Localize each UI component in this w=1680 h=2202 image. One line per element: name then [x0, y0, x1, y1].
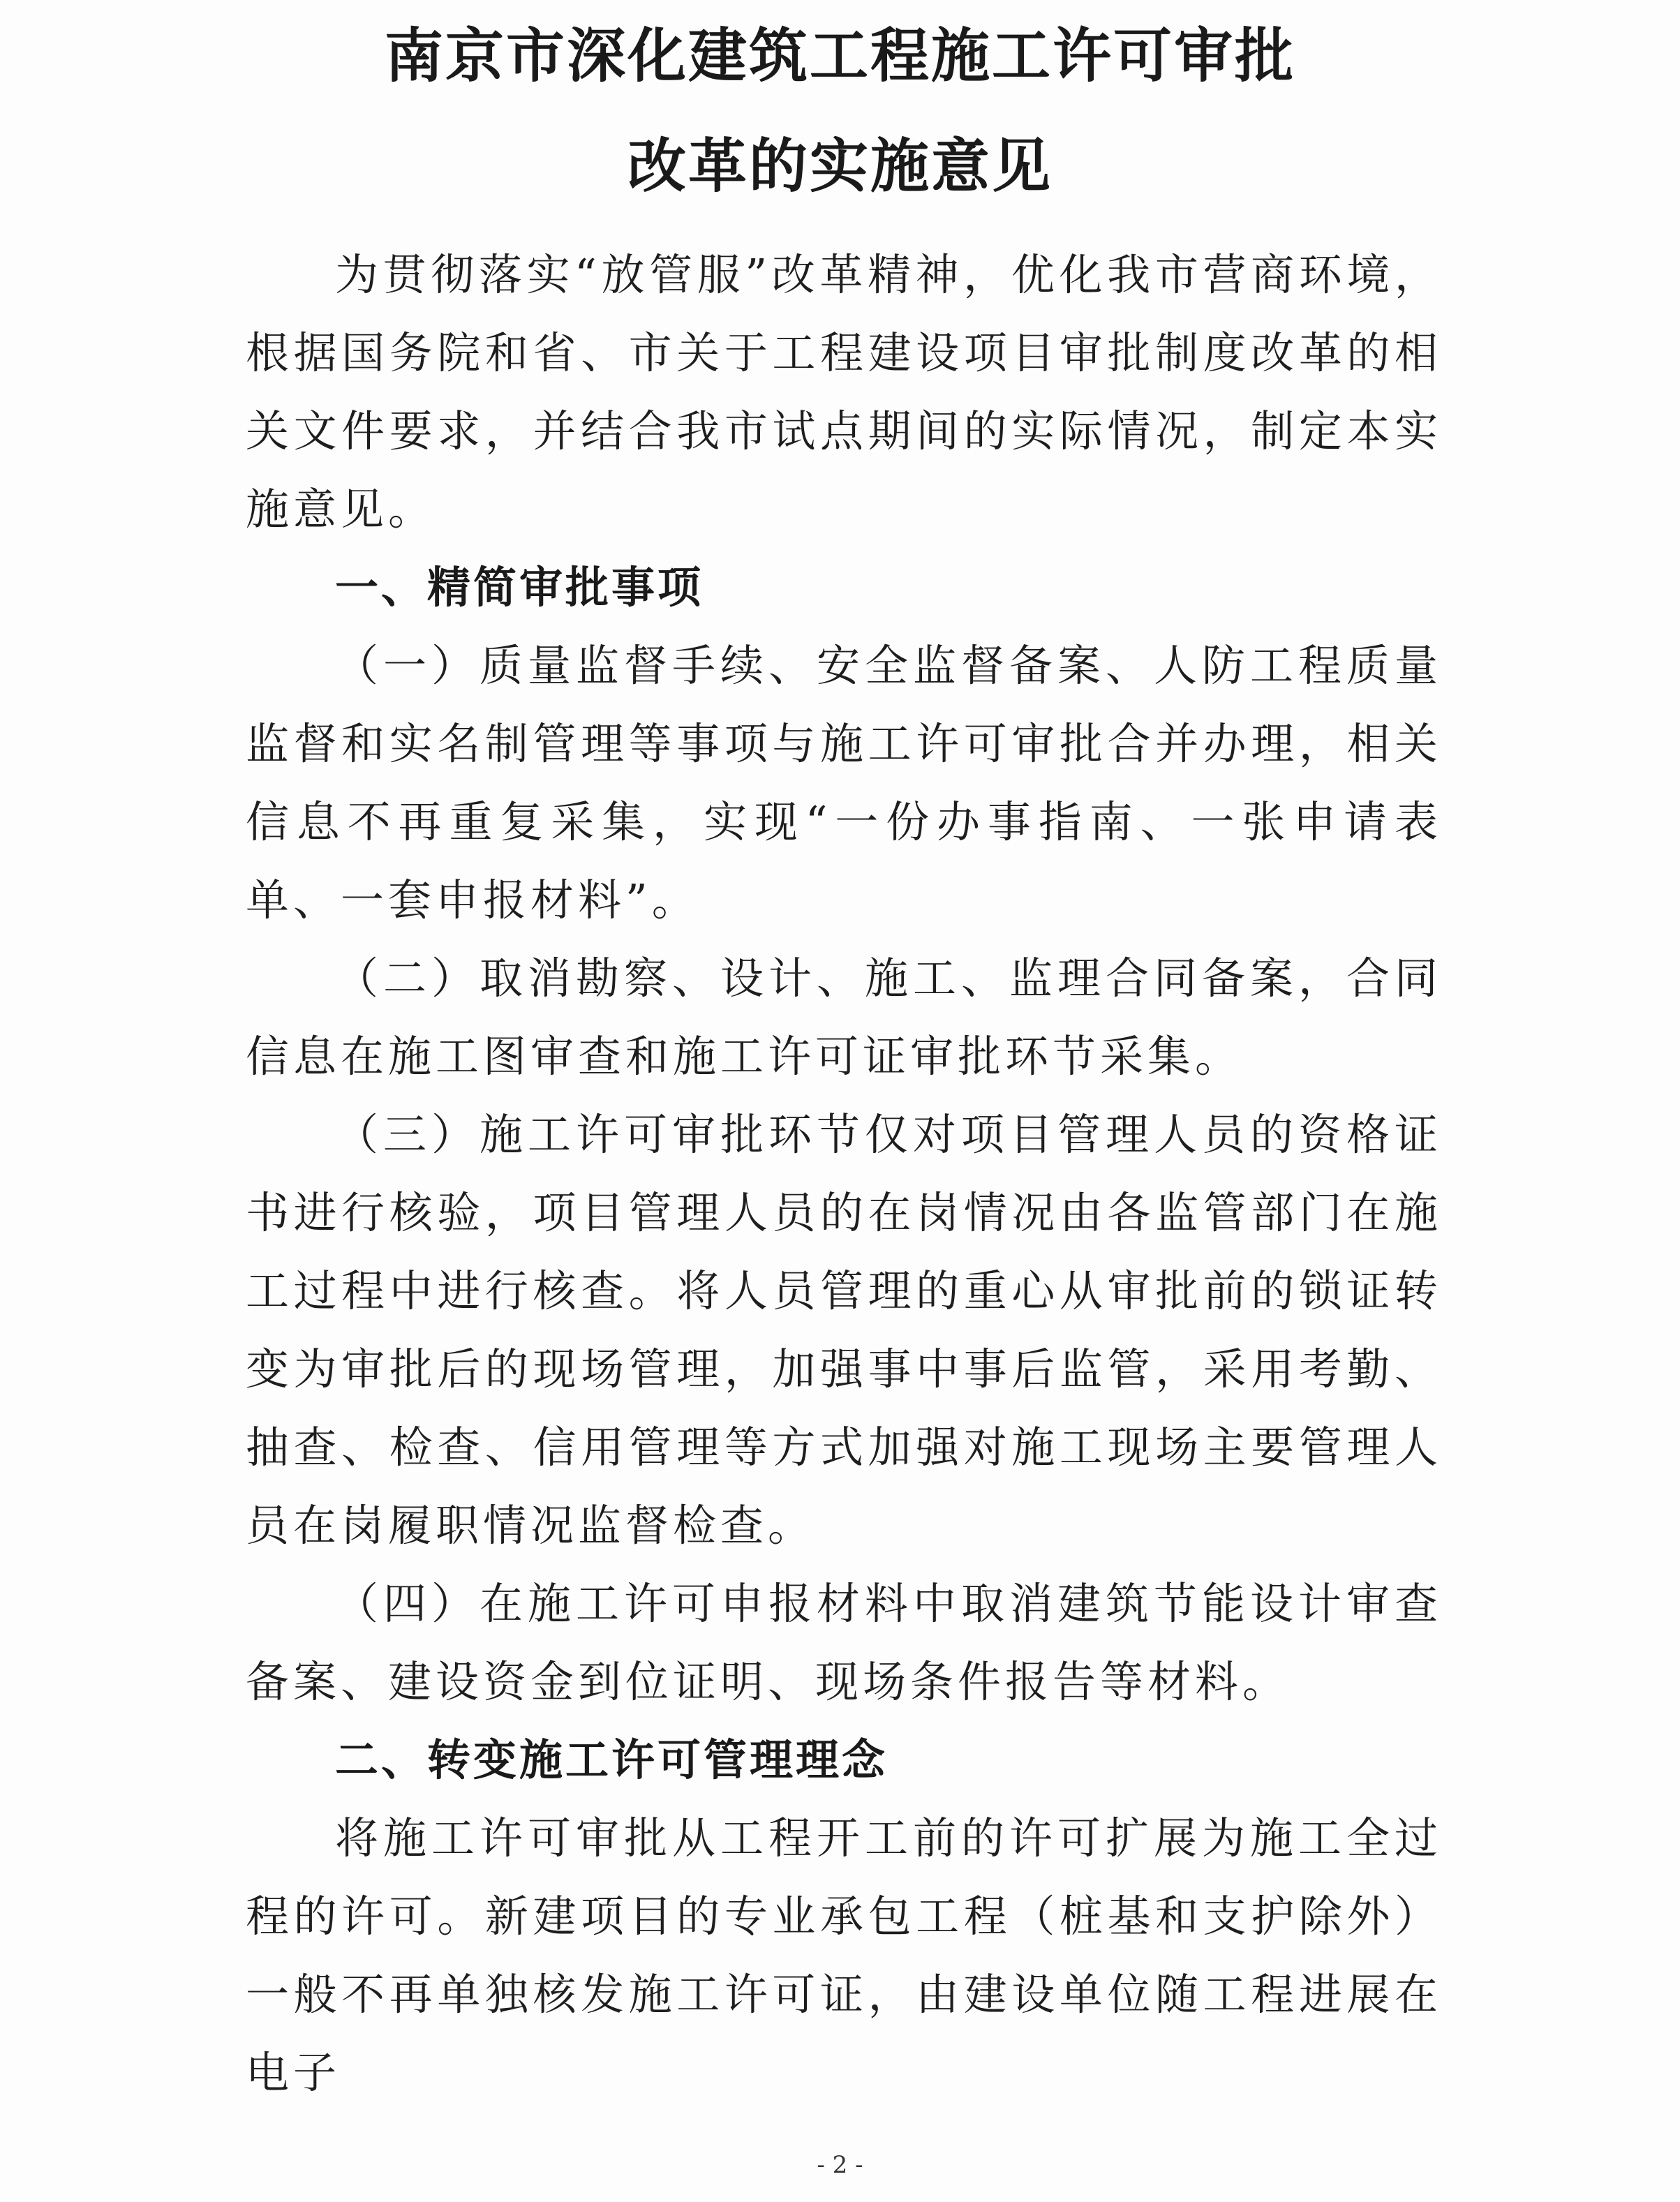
- item-3-paragraph: （三）施工许可审批环节仅对项目管理人员的资格证书进行核验，项目管理人员的在岗情况由各监管部门在施工过程中进行核查。将人员管理的重心从审批前的锁证转变为审批后的现场管理，加强事中事后监管，采用考勤、抽查、检查、信用管理等方式加强对施工现场主要管理人员在岗履职情况监督检查。: [246, 1109, 1442, 1551]
- section-heading-2: 二、转变施工许可管理理念: [335, 1734, 889, 1785]
- section-2-paragraph: 将施工许可审批从工程开工前的许可扩展为施工全过程的许可。新建项目的专业承包工程（桩基和支护除外）一般不再单独核发施工许可证，由建设单位随工程进展在电子: [246, 1813, 1442, 2098]
- document-body: [246, 236, 1442, 2112]
- section-heading-1: 一、精简审批事项: [335, 562, 704, 613]
- page-number: - 2 -: [817, 2151, 863, 2179]
- item-4-paragraph: （四）在施工许可申报材料中取消建筑节能设计审查备案、建设资金到位证明、现场条件报告等材料。: [246, 1578, 1442, 1707]
- item-2-paragraph: （二）取消勘察、设计、施工、监理合同备案，合同信息在施工图审查和施工许可证审批环节采集。: [246, 953, 1442, 1082]
- document-title-line-1: 南京市深化建筑工程施工许可审批: [384, 22, 1295, 90]
- item-1-paragraph: （一）质量监督手续、安全监督备案、人防工程质量监督和实名制管理等事项与施工许可审批合并办理，相关信息不再重复采集，实现“一份办事指南、一张申请表单、一套申报材料”。: [246, 640, 1442, 925]
- intro-paragraph: 为贯彻落实“放管服”改革精神，优化我市营商环境，根据国务院和省、市关于工程建设项目审批制度改革的相关文件要求，并结合我市试点期间的实际情况，制定本实施意见。: [246, 249, 1442, 535]
- document-title-line-2: 改革的实施意见: [627, 132, 1053, 200]
